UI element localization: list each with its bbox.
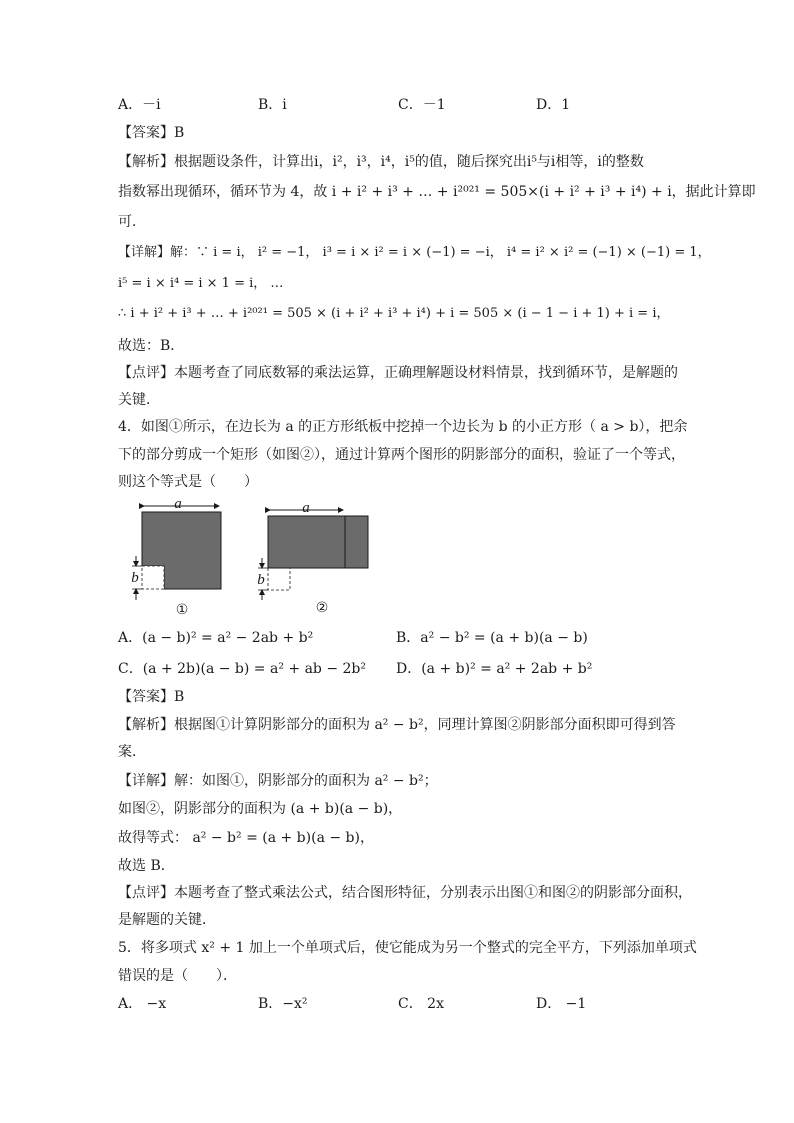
figure-2 (250, 498, 380, 620)
q3-analysis-line-1: 【解析】根据题设条件，计算出i，i²，i³，i⁴，i⁵的值，随后探究出i⁵与i相等，i的整数 (118, 154, 644, 170)
fig2-dashed-square (268, 568, 290, 590)
q5-option-d: D． −1 (536, 996, 587, 1012)
q3-analysis-line-3: 可． (118, 214, 146, 230)
q4-answer: 【答案】B (118, 689, 185, 705)
fig1-label-b: b (131, 570, 139, 586)
q5-option-c: C． 2x (398, 996, 444, 1012)
q4-option-d: D．(a + b)² = a² + 2ab + b² (396, 661, 593, 677)
q3-analysis-line-2: 指数幂出现循环，循环节为 4，故 i + i² + i³ + … + i²⁰²¹ = 505×(i + i² + i³ + i⁴) + i，据此计算即 (118, 184, 756, 200)
q5-option-a: A． −x (118, 996, 167, 1012)
q3-option-a: A．－i (118, 97, 161, 113)
q4-comment-line-1: 【点评】本题考查了整式乘法公式，结合图形特征，分别表示出图①和图②的阴影部分面积， (118, 885, 692, 901)
q4-stem-line-1: 4．如图①所示，在边长为 a 的正方形纸板中挖掉一个边长为 b 的小正方形（ a > b），把余 (118, 419, 688, 435)
q4-detail-line-2: 如图②，阴影部分的面积为 (a + b)(a − b)， (118, 801, 403, 817)
q4-option-a: A．(a − b)² = a² − 2ab + b² (118, 630, 314, 646)
q3-option-d: D．1 (536, 97, 571, 113)
q3-answer: 【答案】B (118, 125, 185, 141)
q3-choose: 故选：B． (118, 338, 185, 354)
fig1-caption: ① (175, 602, 189, 618)
fig2-label-b: b (257, 572, 265, 588)
q4-detail-line-3: 故得等式： a² − b² = (a + b)(a − b)， (118, 830, 374, 846)
fig2-caption: ② (315, 600, 329, 616)
q3-detail-line-1: 【详解】解：∵ i = i， i² = −1， i³ = i × i² = i × (−1) = −i， i⁴ = i² × i² = (−1) × (−1) = 1， (118, 245, 711, 260)
q3-comment-line-1: 【点评】本题考查了同底数幂的乘法运算，正确理解题设材料情景，找到循环节，是解题的 (118, 365, 678, 381)
q4-choose: 故选 B． (118, 858, 175, 874)
q3-option-b: B．i (258, 97, 287, 113)
q4-option-c: C．(a + 2b)(a − b) = a² + ab − 2b² (118, 661, 366, 677)
q5-option-b: B．−x² (258, 996, 308, 1012)
q4-analysis-line-2: 案． (118, 744, 146, 760)
q4-option-b: B．a² − b² = (a + b)(a − b) (396, 630, 588, 646)
fig2-label-a: a (302, 500, 310, 516)
fig1-removed-square (142, 566, 164, 589)
fig2-shaded-rect-side (345, 516, 368, 568)
q5-stem-line-1: 5．将多项式 x² + 1 加上一个单项式后，使它能成为另一个整式的完全平方，下列添加单项式 (118, 940, 697, 956)
q4-comment-line-2: 是解题的关键． (118, 912, 216, 928)
q4-detail-line-1: 【详解】解：如图①，阴影部分的面积为 a² − b²； (118, 773, 438, 789)
q5-stem-line-2: 错误的是（ ）． (118, 968, 237, 984)
q3-option-c: C．－1 (398, 97, 446, 113)
q4-stem-line-2: 下的部分剪成一个矩形（如图②），通过计算两个图形的阴影部分的面积，验证了一个等式， (118, 447, 685, 463)
q3-detail-line-3: ∴ i + i² + i³ + … + i²⁰²¹ = 505 × (i + i² + i³ + i⁴) + i = 505 × (i − 1 − i + 1) + i = i， (118, 306, 670, 321)
q4-stem-line-3: 则这个等式是（ ） (118, 474, 258, 490)
q3-detail-line-2: i⁵ = i × i⁴ = i × 1 = i， … (118, 276, 284, 291)
q3-comment-line-2: 关键． (118, 392, 160, 408)
figure-1 (122, 498, 232, 620)
fig2-shaded-rect-main (268, 516, 345, 568)
fig1-label-a: a (174, 498, 182, 512)
q4-analysis-line-1: 【解析】根据图①计算阴影部分的面积为 a² − b²，同理计算图②阴影部分面积即可得到答 (118, 717, 676, 733)
